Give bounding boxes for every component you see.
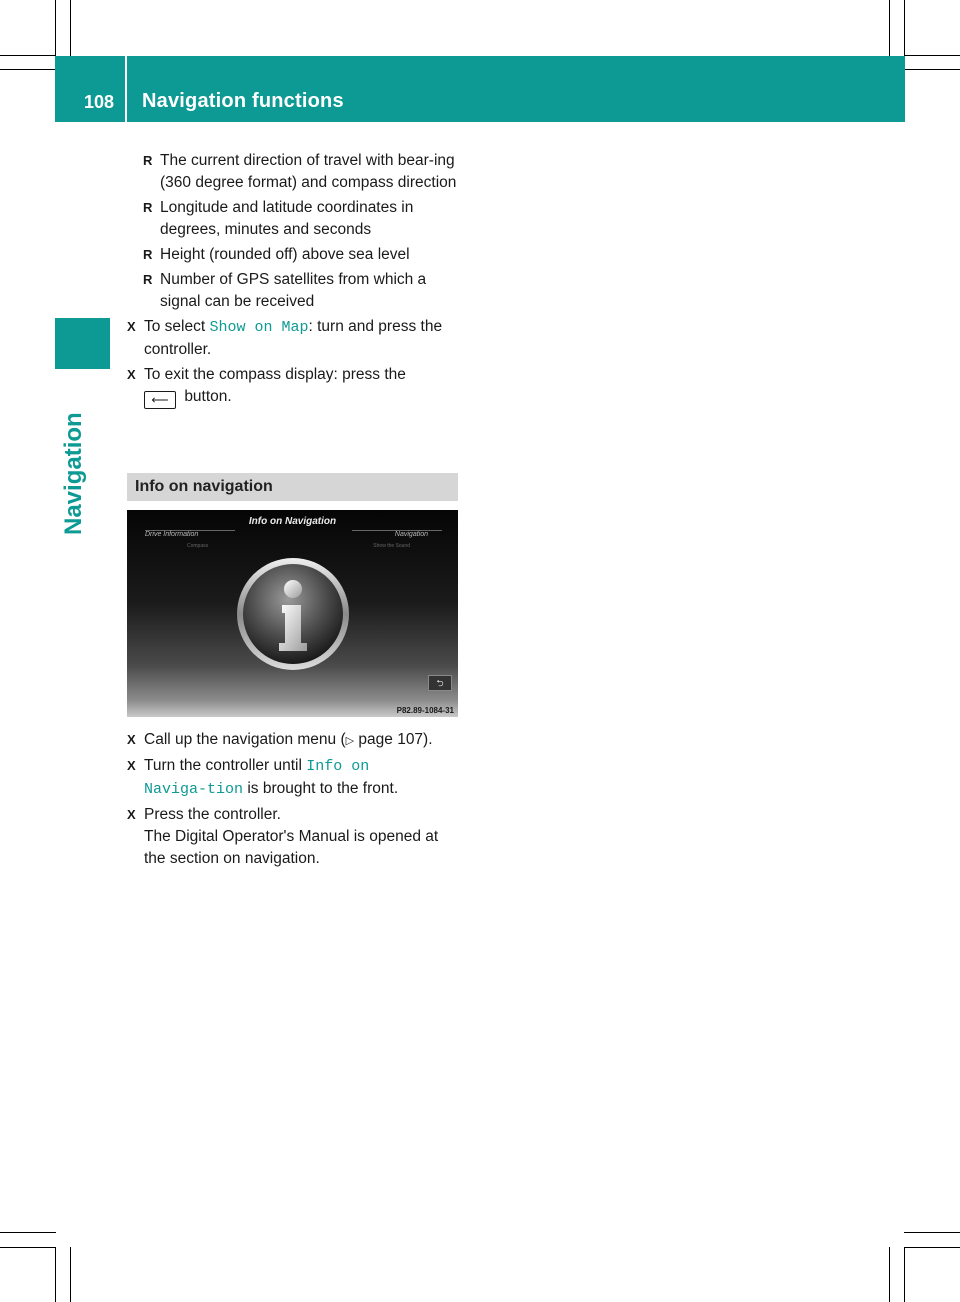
step-arrow-icon: X: [127, 758, 136, 773]
step-arrow-icon: X: [127, 807, 136, 822]
screen-title: Info on Navigation: [248, 516, 337, 527]
step-arrow-icon: X: [127, 319, 136, 334]
content-block: [127, 150, 462, 412]
list-item: [127, 197, 462, 241]
bullet-r-icon: R: [143, 153, 153, 168]
crop-mark: [889, 1247, 890, 1302]
screen-left-label: Drive Information: [145, 531, 199, 538]
step-text: To exit the compass display: press the: [144, 366, 406, 383]
bullet-r-icon: R: [143, 272, 153, 287]
step-text: button.: [184, 388, 232, 405]
step-item: [127, 804, 462, 870]
step-text: Press the controller.: [144, 806, 281, 823]
screen-right-label: Navigation: [394, 531, 428, 538]
list-item-text: Longitude and latitude coordinates in degrees, minutes and seconds: [160, 199, 414, 238]
screen-right-sublabel: Show the Sound: [373, 543, 410, 549]
crop-mark: [904, 0, 905, 56]
menu-item-ref: Show on Map: [209, 319, 309, 336]
list-item-text: Number of GPS satellites from which a signal can be received: [160, 271, 427, 310]
step-text: Turn the controller until: [144, 757, 307, 774]
image-reference-code: P82.89-1084-31: [396, 706, 454, 715]
step-text: Call up the navigation menu (: [144, 731, 346, 748]
crop-mark: [70, 1247, 71, 1302]
info-icon: [234, 555, 352, 673]
display-screenshot: [127, 510, 458, 717]
step-arrow-icon: X: [127, 367, 136, 382]
list-item: [127, 269, 462, 313]
list-item: [127, 244, 462, 266]
step-text: is brought to the front.: [243, 780, 399, 797]
step-text: : turn and press the controller.: [144, 318, 443, 358]
step-item: [127, 729, 462, 752]
crop-mark: [0, 55, 56, 56]
screen-back-button: ⮌: [428, 675, 452, 691]
crop-mark: [55, 1247, 56, 1302]
list-item: [127, 150, 462, 194]
step-arrow-icon: X: [127, 732, 136, 747]
page-title: Navigation functions: [142, 90, 344, 112]
step-item: [127, 755, 462, 801]
chapter-tab: [55, 318, 110, 369]
page-ref-icon: ▷: [345, 735, 355, 747]
crop-mark: [904, 69, 960, 70]
list-item-text: Height (rounded off) above sea level: [160, 246, 410, 263]
section-heading: [127, 473, 458, 501]
step-text: page 107).: [358, 731, 433, 748]
bullet-r-icon: R: [143, 200, 153, 215]
crop-mark: [904, 1247, 960, 1248]
screen-left-sublabel: Compass: [187, 543, 209, 549]
crop-mark: [889, 0, 890, 56]
crop-mark: [0, 1247, 56, 1248]
content-block: [127, 729, 462, 873]
result-text: The Digital Operator's Manual is opened at the section on navigation.: [144, 828, 439, 867]
crop-mark: [904, 1232, 960, 1233]
crop-mark: [70, 0, 71, 56]
crop-mark: [904, 55, 960, 56]
crop-mark: [55, 0, 56, 56]
crop-mark: [0, 69, 56, 70]
list-item-text: The current direction of travel with bear-ing (360 degree format) and compass direction: [160, 152, 457, 191]
page-number: 108: [84, 92, 115, 112]
step-text: To select: [144, 318, 210, 335]
crop-mark: [904, 1247, 905, 1302]
header-divider: [125, 56, 127, 122]
step-item: [127, 364, 462, 409]
bullet-r-icon: R: [143, 247, 153, 262]
step-item: [127, 316, 462, 361]
section-heading-text: Info on navigation: [135, 478, 273, 495]
menu-item-ref: Info on Naviga‑tion: [144, 758, 370, 798]
chapter-label: Navigation: [60, 412, 87, 535]
back-button-icon: ⟵: [144, 391, 176, 409]
crop-mark: [0, 1232, 56, 1233]
